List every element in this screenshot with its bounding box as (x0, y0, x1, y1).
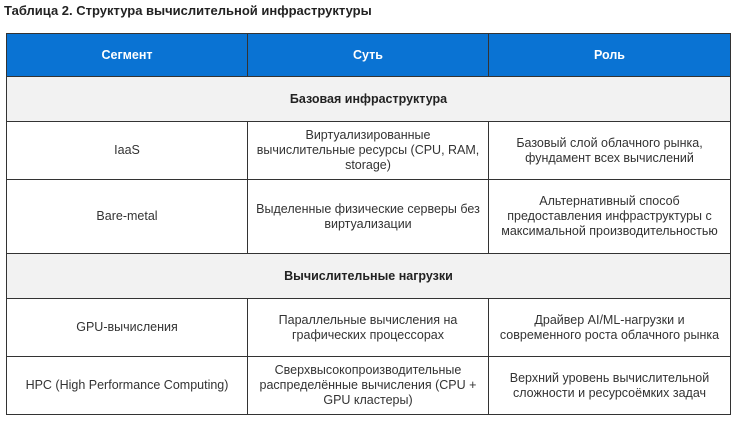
cell-essence: Параллельные вычисления на графических процессорах (248, 299, 489, 357)
table-row (7, 122, 731, 180)
section-title: Вычислительные нагрузки (7, 254, 731, 299)
cell-role: Верхний уровень вычислительной сложности и ресурсоёмких задач (489, 357, 731, 415)
cell-role: Альтернативный способ предоставления инфраструктуры с максимальной производительностью (489, 180, 731, 254)
column-header-role: Роль (489, 34, 731, 77)
section-row-base-infrastructure (7, 77, 731, 122)
cell-role: Базовый слой облачного рынка, фундамент всех вычислений (489, 122, 731, 180)
cell-essence: Сверхвысокопроизводительные распределённые вычисления (CPU + GPU кластеры) (248, 357, 489, 415)
section-title: Базовая инфраструктура (7, 77, 731, 122)
table-caption: Таблица 2. Структура вычислительной инфраструктуры (4, 3, 372, 18)
cell-essence: Виртуализированные вычислительные ресурсы (CPU, RAM, storage) (248, 122, 489, 180)
infrastructure-table (6, 33, 731, 415)
column-header-essence: Суть (248, 34, 489, 77)
cell-essence: Выделенные физические серверы без виртуализации (248, 180, 489, 254)
cell-role: Драйвер AI/ML-нагрузки и современного роста облачного рынка (489, 299, 731, 357)
cell-segment: Bare-metal (7, 180, 248, 254)
section-row-compute-workloads (7, 254, 731, 299)
table-row (7, 357, 731, 415)
cell-segment: HPC (High Performance Computing) (7, 357, 248, 415)
cell-segment: GPU-вычисления (7, 299, 248, 357)
table-row (7, 180, 731, 254)
column-header-segment: Сегмент (7, 34, 248, 77)
cell-segment: IaaS (7, 122, 248, 180)
table-row (7, 299, 731, 357)
table-header-row (7, 34, 731, 77)
